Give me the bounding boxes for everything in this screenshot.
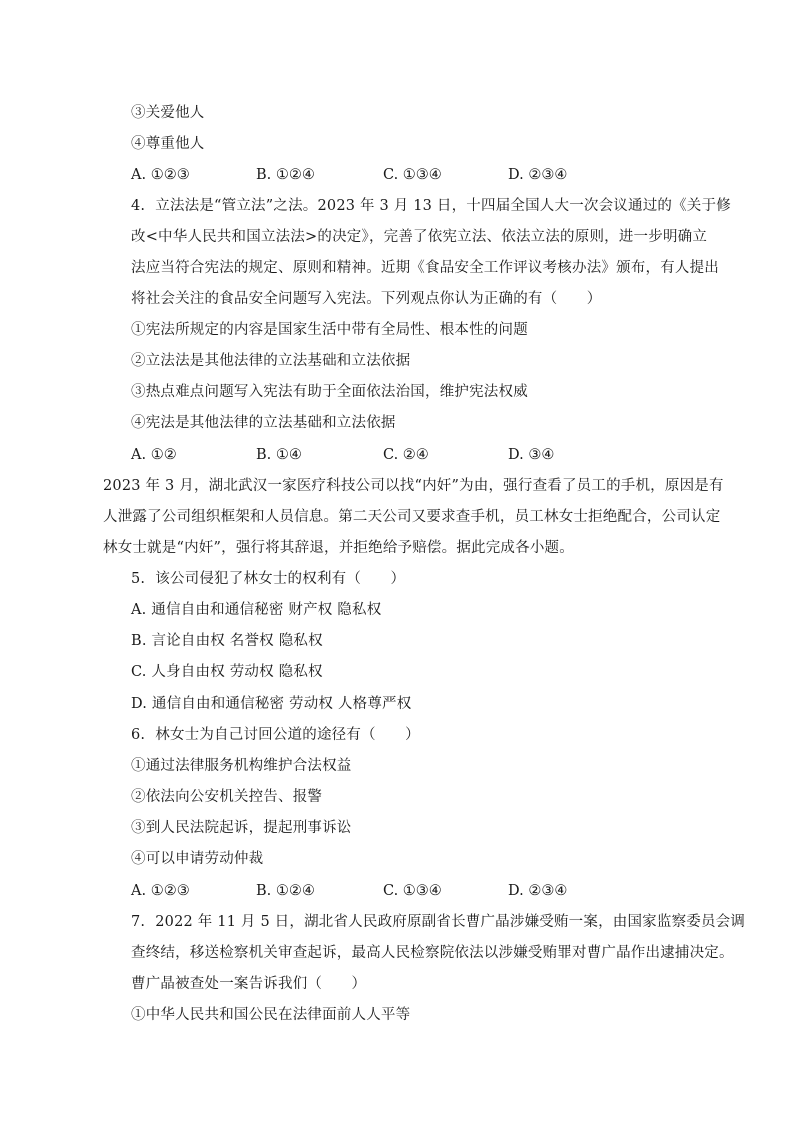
q6-statement-2: ②依法向公安机关控告、报警 (131, 789, 323, 805)
q6-number: 6. (131, 727, 146, 743)
q3-statement-3: ③关爱他人 (131, 105, 205, 121)
q5-option-c[interactable]: C. 人身自由权 劳动权 隐私权 (131, 664, 323, 680)
material-line-2: 人泄露了公司组织框架和人员信息。第二天公司又要求查手机，员工林女士拒绝配合，公司认定 (103, 509, 721, 525)
q5-stem-text: 该公司侵犯了林女士的权利有（ ） (155, 571, 406, 587)
material-line-1: 2023 年 3 月，湖北武汉一家医疗科技公司以找“内奸”为由，强行查看了员工的手机，原因是有 (103, 478, 724, 494)
q4-statement-1: ①宪法所规定的内容是国家生活中带有全局性、根本性的问题 (131, 322, 528, 338)
q7-statement-1: ①中华人民共和国公民在法律面前人人平等 (131, 1007, 411, 1023)
material-line-3: 林女士就是“内奸”，强行将其辞退，并拒绝给予赔偿。据此完成各小题。 (103, 540, 574, 556)
q7-stem-text-1: 2022 年 11 月 5 日，湖北省人民政府原副省长曹广晶涉嫌受贿一案，由国家监察委员会调 (155, 914, 746, 930)
q3-statement-4: ④尊重他人 (131, 136, 205, 152)
q4-option-d[interactable]: D. ③④ (508, 447, 555, 463)
q4-option-c[interactable]: C. ②④ (383, 447, 429, 463)
q5-number: 5. (131, 571, 146, 587)
q7-stem-line-2: 查终结，移送检察机关审查起诉，最高人民检察院依法以涉嫌受贿罪对曹广晶作出逮捕决定。 (131, 945, 734, 961)
q5-option-b[interactable]: B. 言论自由权 名誉权 隐私权 (131, 633, 323, 649)
q4-option-b[interactable]: B. ①④ (256, 447, 302, 463)
q4-statement-3: ③热点难点问题写入宪法有助于全面依法治国，维护宪法权威 (131, 384, 528, 400)
q6-stem-text: 林女士为自己讨回公道的途径有（ ） (155, 727, 420, 743)
q6-statement-4: ④可以申请劳动仲裁 (131, 851, 264, 867)
q6-statement-3: ③到人民法院起诉，提起刑事诉讼 (131, 820, 352, 836)
q4-statement-4: ④宪法是其他法律的立法基础和立法依据 (131, 415, 396, 431)
q4-stem-line-3: 法应当符合宪法的规定、原则和精神。近期《食品安全工作评议考核办法》颁布，有人提出 (131, 260, 719, 276)
q4-stem-line-4: 将社会关注的食品安全问题写入宪法。下列观点你认为正确的有（ ） (131, 291, 602, 307)
q6-statement-1: ①通过法律服务机构维护合法权益 (131, 758, 352, 774)
q3-option-d[interactable]: D. ②③④ (508, 167, 568, 183)
q3-option-a[interactable]: A. ①②③ (131, 167, 190, 183)
q6-option-b[interactable]: B. ①②④ (256, 883, 315, 899)
q7-stem-line-1 (131, 912, 745, 932)
q4-stem-line-1 (131, 196, 731, 216)
q4-statement-2: ②立法法是其他法律的立法基础和立法依据 (131, 353, 411, 369)
q4-option-a[interactable]: A. ①② (131, 447, 177, 463)
q4-number: 4. (131, 198, 146, 214)
q5-stem (131, 569, 405, 589)
q6-option-c[interactable]: C. ①③④ (383, 883, 442, 899)
q4-stem-text-1: 立法法是“管立法”之法。2023 年 3 月 13 日，十四届全国人大一次会议通过的《关于修 (155, 198, 731, 214)
q5-option-d[interactable]: D. 通信自由和通信秘密 劳动权 人格尊严权 (131, 696, 412, 712)
q3-option-c[interactable]: C. ①③④ (383, 167, 442, 183)
q6-option-d[interactable]: D. ②③④ (508, 883, 568, 899)
q5-option-a[interactable]: A. 通信自由和通信秘密 财产权 隐私权 (131, 602, 382, 618)
q7-stem-line-3: 曹广晶被查处一案告诉我们（ ） (131, 976, 367, 992)
q6-option-a[interactable]: A. ①②③ (131, 883, 190, 899)
q6-stem (131, 725, 420, 745)
q4-stem-line-2: 改<中华人民共和国立法法>的决定》，完善了依宪立法、依法立法的原则，进一步明确立 (131, 229, 708, 245)
q3-option-b[interactable]: B. ①②④ (256, 167, 315, 183)
q7-number: 7. (131, 914, 146, 930)
